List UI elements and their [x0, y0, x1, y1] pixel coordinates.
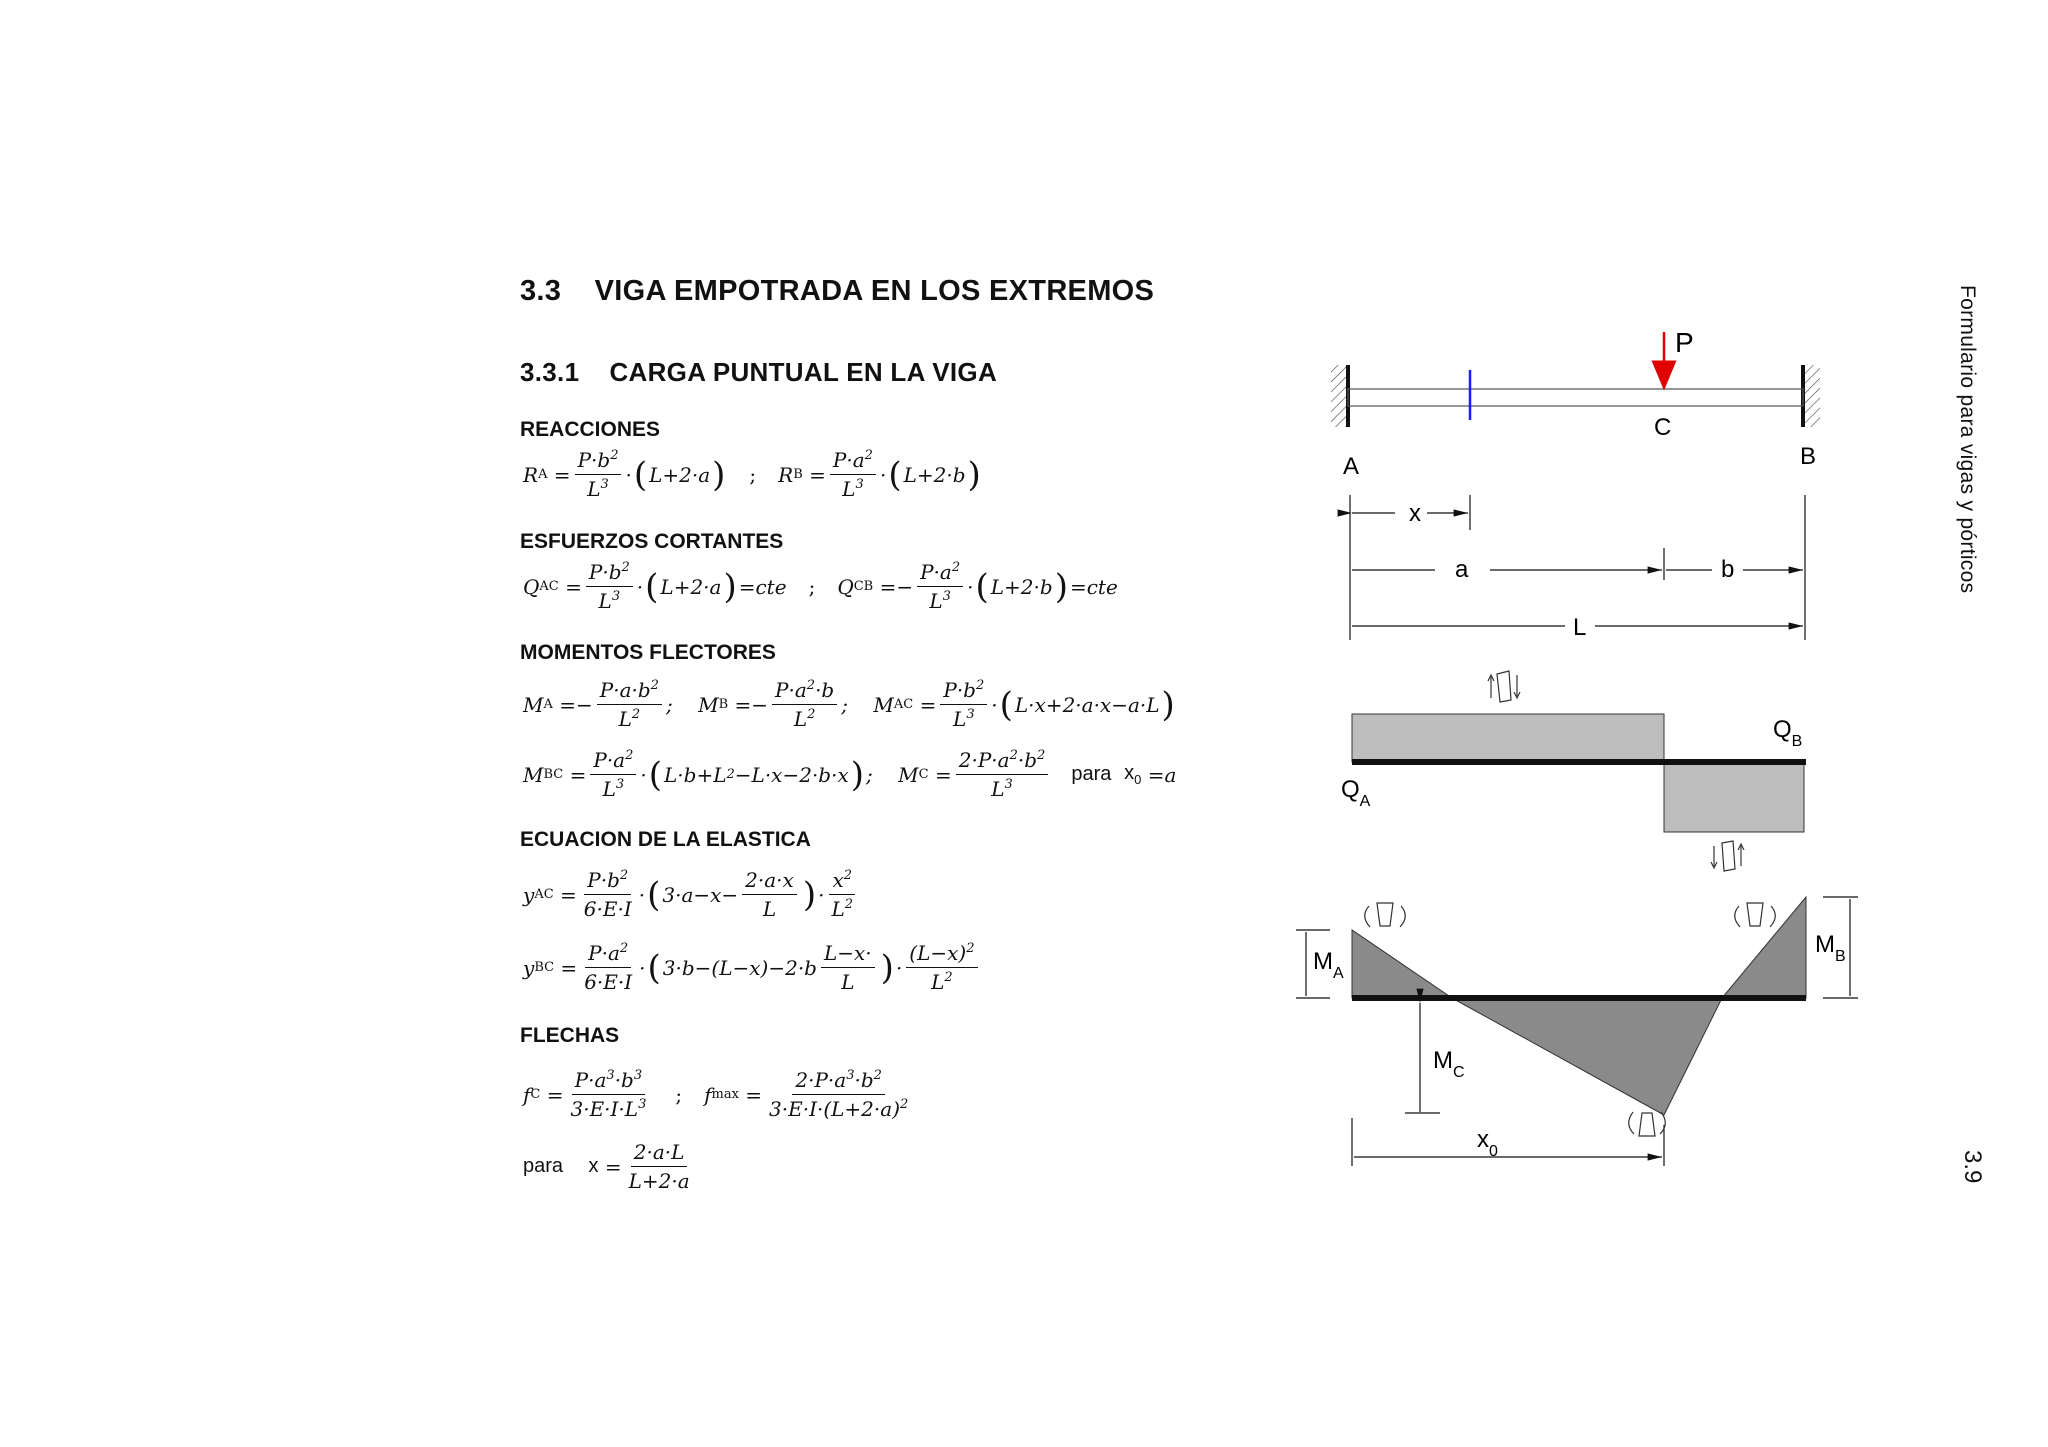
x0-label: $x_0$: [1477, 1126, 1498, 1160]
equation-moments-1: M A =− $\frac{P\cdot a\cdot b^2}{L^2}$ ; M B =− $\frac{P\cdot a^2\cdot b}{L^2}$ ; M AC = $\frac{P\cdot b^2}{L^3}$ · ( L·x+2·a·x−a·L ): [523, 678, 1175, 731]
equation-deflection: f C = $\frac{P\cdot a^3\cdot b^3}{3\cdot E\cdot I\cdot L^3}$ ; f max = $\frac{2\cdot P\cdot a^3\cdot b^2}{3\cdot E\cdot I\cdot(L+2\cdot a)^2}$: [523, 1068, 909, 1121]
equation-reactions: R A = $\frac{P\cdot b^2}{L^3}$ · ( L+2·a ) ; R B = $\frac{P\cdot a^2}{L^3}$ · ( L+2·b ): [523, 448, 981, 501]
equation-elastic-bc: y BC = $\frac{P\cdot a^2}{6\cdot E\cdot I}$ · ( 3·b−(L−x)−2·b $\frac{L-x\cdot}{L}$ ) · $\frac{(L-x)^2}{L^2}$: [523, 941, 982, 994]
shear-sign-icon: [1488, 671, 1520, 702]
point-c-label: C: [1654, 414, 1672, 441]
shear-b-label: $Q_B$: [1773, 716, 1803, 750]
heading-cortantes: ESFUERZOS CORTANTES: [520, 530, 784, 553]
page-number: 3.9: [1959, 1150, 1986, 1184]
equation-xmax: para x = $\frac{2\cdot a\cdot L}{L+2\cdot a}$: [523, 1140, 690, 1193]
heading-flechas: FLECHAS: [520, 1024, 620, 1047]
moment-c-label: $M_C$: [1433, 1047, 1465, 1081]
dimension-b-label: b: [1721, 556, 1735, 583]
support-b-label: B: [1800, 443, 1817, 470]
heading-reacciones: REACCIONES: [520, 418, 661, 441]
equation-shear: Q AC = $\frac{P\cdot b^2}{L^3}$ · ( L+2·a ) =cte ; Q CB =− $\frac{P\cdot a^2}{L^3}$ · ( L+2·b ) =cte: [523, 560, 1118, 613]
load-label: P: [1675, 327, 1694, 358]
moment-a-label: $M_A$: [1313, 948, 1344, 982]
dimension-x-label: x: [1409, 500, 1421, 527]
subsection-title-text: CARGA PUNTUAL EN LA VIGA: [609, 357, 998, 387]
section-title-text: VIGA EMPOTRADA EN LOS EXTREMOS: [594, 275, 1155, 307]
running-header: Formulario para vigas y pórticos: [1956, 285, 1979, 594]
para-label: para: [1071, 763, 1112, 785]
para-label-2: para: [523, 1155, 564, 1177]
subsection-number: 3.3.1: [520, 357, 580, 387]
heading-momentos: MOMENTOS FLECTORES: [520, 641, 776, 664]
section-number: 3.3: [520, 275, 562, 307]
fixed-support-b: [1803, 365, 1820, 427]
dimension-a-label: a: [1455, 556, 1469, 583]
dimension-l-label: L: [1573, 614, 1587, 641]
equation-moments-2: M BC = $\frac{P\cdot a^2}{L^3}$ · ( L·b+L 2 −L·x−2·b·x ) ; M C = $\frac{2\cdot P\cdot a^2\cdot b^2}{L^3}$ para $x_0$ =a: [523, 748, 1177, 801]
shear-a-label: $Q_A$: [1341, 776, 1371, 810]
shear-diagram: [1352, 671, 1806, 871]
moment-b-label: $M_B$: [1815, 931, 1846, 965]
shear-sign-icon-2: [1711, 841, 1744, 871]
support-a-label: A: [1343, 453, 1360, 480]
beam: [1348, 389, 1803, 406]
heading-elastica: ECUACION DE LA ELASTICA: [520, 828, 811, 851]
equation-elastic-ac: y AC = $\frac{P\cdot b^2}{6\cdot E\cdot I}$ · ( 3·a−x− $\frac{2\cdot a\cdot x}{L}$ ) · $\frac{x^2}{L^2}$: [523, 868, 854, 921]
fixed-support-a: [1331, 365, 1348, 427]
